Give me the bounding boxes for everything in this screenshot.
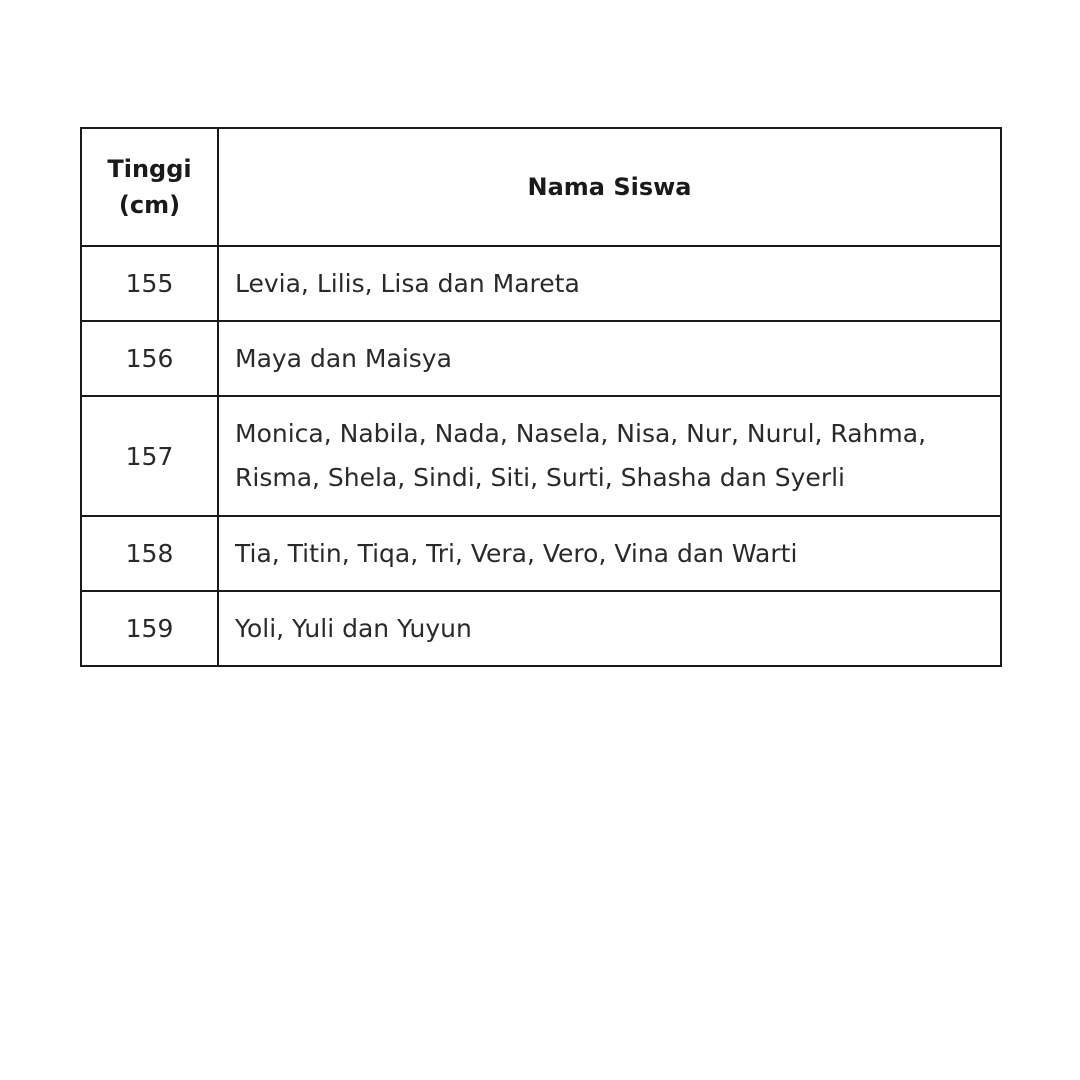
header-names: Nama Siswa bbox=[218, 128, 1001, 246]
names-cell: Levia, Lilis, Lisa dan Mareta bbox=[218, 246, 1001, 321]
table-row bbox=[81, 591, 1001, 666]
height-cell: 155 bbox=[81, 246, 218, 321]
student-height-table bbox=[80, 127, 1002, 667]
table-row bbox=[81, 396, 1001, 516]
names-cell: Yoli, Yuli dan Yuyun bbox=[218, 591, 1001, 666]
names-cell: Maya dan Maisya bbox=[218, 321, 1001, 396]
table-row bbox=[81, 246, 1001, 321]
student-height-table-container bbox=[80, 127, 1000, 667]
table-header-row bbox=[81, 128, 1001, 246]
height-cell: 159 bbox=[81, 591, 218, 666]
names-cell: Monica, Nabila, Nada, Nasela, Nisa, Nur, Nurul, Rahma, Risma, Shela, Sindi, Siti, Surti, Shasha dan Syerli bbox=[218, 396, 1001, 516]
names-cell: Tia, Titin, Tiqa, Tri, Vera, Vero, Vina dan Warti bbox=[218, 516, 1001, 591]
height-cell: 157 bbox=[81, 396, 218, 516]
header-height: Tinggi (cm) bbox=[81, 128, 218, 246]
height-cell: 156 bbox=[81, 321, 218, 396]
table-row bbox=[81, 516, 1001, 591]
table-row bbox=[81, 321, 1001, 396]
height-cell: 158 bbox=[81, 516, 218, 591]
